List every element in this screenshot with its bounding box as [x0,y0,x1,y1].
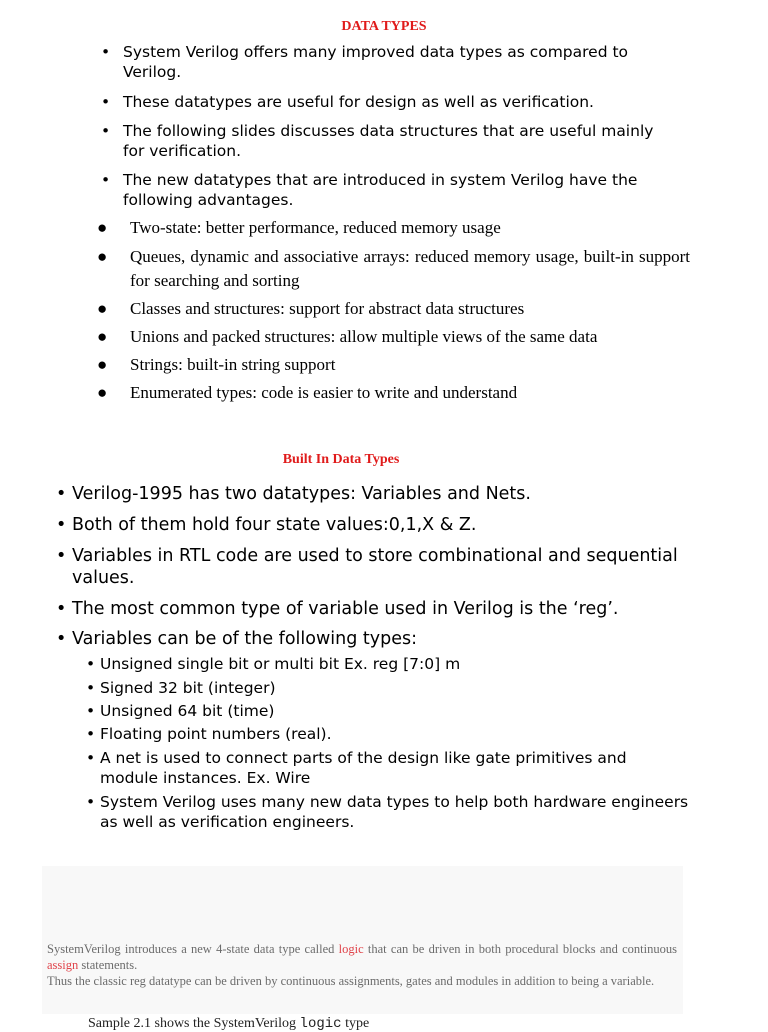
list-item-text: Two-state: better performance, reduced memory usage [130,218,501,237]
list-item-text: A net is used to connect parts of the design like gate primitives and module instances. Ex. Wire [100,749,627,787]
list-item-text: System Verilog uses many new data types to help both hardware engineers as well as verification engineers. [100,793,689,831]
list-item [56,628,692,650]
note-text: that can be driven in both procedural blocks and continuous [363,942,677,956]
cutoff-text: Sample 2.1 shows the SystemVerilog [88,1016,300,1031]
bullet-icon: • [86,679,96,697]
list-item [101,42,663,82]
bullet-icon: ● [97,247,108,266]
section-title-data-types: DATA TYPES [341,19,427,34]
list-item-text: The new datatypes that are introduced in system Verilog have the following advantages. [123,171,638,209]
list-item [101,170,663,210]
bullet-icon: • [101,171,111,189]
cutoff-sample-line [88,1016,369,1032]
bullet-icon: ● [97,299,108,318]
list-item [97,381,690,405]
list-item-text: Enumerated types: code is easier to write and understand [130,383,518,402]
bullet-icon: ● [97,327,108,346]
list-item [56,483,692,505]
bullet-icon: • [56,515,67,535]
list-item [86,724,700,744]
bullet-icon: • [101,93,111,111]
list-item-text: Unions and packed structures: allow multiple views of the same data [130,327,598,346]
list-item-text: Classes and structures: support for abstract data structures [130,299,525,318]
list-item-text: Unsigned 64 bit (time) [100,702,275,720]
list-item [97,216,690,240]
list-item [86,792,690,832]
list-item [101,121,668,161]
list-item-text: Queues, dynamic and associative arrays: reduced memory usage, built-in support for searching and sorting [130,247,690,290]
bullet-icon: • [86,702,96,720]
bullet-icon: • [56,629,67,649]
note-box [42,866,683,1014]
bullet-icon: • [56,546,67,566]
bullet-icon: • [86,793,96,811]
list-item-text: Signed 32 bit (integer) [100,679,276,697]
list-item [86,654,700,674]
cutoff-text: type [341,1016,370,1031]
list-item [86,748,670,788]
section-title-built-in-data-types: Built In Data Types [282,452,400,467]
bullet-icon: • [101,122,111,140]
list-item [97,353,690,377]
list-item-text: These datatypes are useful for design as well as verification. [123,93,594,111]
bullet-icon: ● [97,218,108,237]
bullet-icon: • [86,725,96,743]
note-box-text [47,941,677,989]
list-item [56,545,682,589]
list-item [101,92,683,112]
keyword-assign: assign [47,958,79,972]
list-item-text: Unsigned single bit or multi bit Ex. reg [7:0] m [100,655,461,673]
list-item [86,701,700,721]
list-item [56,514,692,536]
bullet-icon: ● [97,355,108,374]
note-paragraph-reg: Thus the classic reg datatype can be driven by continuous assignments, gates and modules in addition to being a variable. [47,974,655,988]
list-item [86,678,700,698]
bullet-icon: • [56,484,67,504]
list-item-text: Verilog-1995 has two datatypes: Variables and Nets. [72,484,531,504]
keyword-logic: logic [338,942,364,956]
list-item [56,598,712,620]
note-text: statements. [78,958,138,972]
bullet-icon: • [101,43,111,61]
list-item [97,325,690,349]
list-item-text: The most common type of variable used in Verilog is the ‘reg’. [72,599,619,619]
list-item-text: Variables in RTL code are used to store combinational and sequential values. [72,546,678,588]
bullet-icon: • [86,655,96,673]
list-item [97,245,690,293]
list-item-text: Floating point numbers (real). [100,725,332,743]
note-text: SystemVerilog introduces a new 4-state data type called [47,942,339,956]
list-item-text: The following slides discusses data structures that are useful mainly for verification. [123,122,654,160]
bullet-icon: ● [97,383,108,402]
list-item-text: Variables can be of the following types: [72,629,418,649]
list-item-text: System Verilog offers many improved data types as compared to Verilog. [123,43,629,81]
keyword-logic-code: logic [299,1016,342,1032]
list-item [97,297,690,321]
bullet-icon: • [56,599,67,619]
list-item-text: Strings: built-in string support [130,355,336,374]
note-paragraph-logic [47,941,677,973]
list-item-text: Both of them hold four state values:0,1,X & Z. [72,515,477,535]
bullet-icon: • [86,749,96,767]
